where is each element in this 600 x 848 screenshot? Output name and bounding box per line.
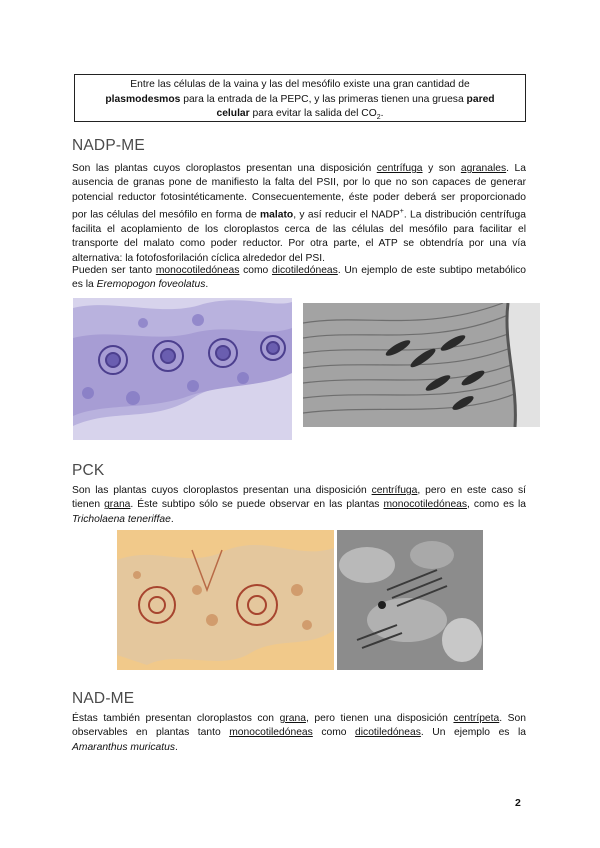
- note-bold-pared: pared: [466, 93, 495, 105]
- paragraph-pck: [72, 484, 526, 527]
- text: . Un ejemplo es la: [420, 727, 526, 739]
- text: Éstas también presentan cloroplastos con: [72, 713, 280, 724]
- text: Son las plantas cuyos cloroplastos presentan una disposición: [72, 485, 372, 496]
- text: . Un ejemplo de este subtipo metabólico es la: [72, 265, 526, 291]
- term-malato: malato: [260, 209, 294, 221]
- text: y son: [422, 163, 461, 174]
- superscript-plus: +: [399, 208, 404, 216]
- text: , pero en este caso sí tienen: [72, 485, 526, 511]
- note-text: para evitar la salida del CO: [249, 108, 377, 119]
- note-box: [74, 74, 526, 122]
- heading-pck: PCK: [72, 462, 105, 479]
- note-text: .: [380, 108, 384, 119]
- term-monocotiledoneas: monocotiledóneas: [155, 265, 240, 276]
- text: .: [170, 513, 174, 525]
- note-text: Entre las células de la vaina y las del mesófilo existe una gran cantidad de: [130, 79, 470, 90]
- paragraph-nadp-me-example: [72, 264, 526, 293]
- term-grana: grana: [279, 713, 306, 724]
- text: . Éste subtipo sólo se puede observar en las plantas: [130, 499, 384, 511]
- text: . Son observables en plantas tanto: [72, 713, 527, 739]
- micrograph-nadp-light: [73, 298, 292, 440]
- note-text: para la entrada de la PEPC, y las primeras tienen una gruesa: [180, 93, 467, 105]
- term-centrifuga: centrífuga: [371, 485, 418, 496]
- term-dicotiledoneas: dicotiledóneas: [355, 727, 421, 739]
- paragraph-nadp-me: [72, 162, 526, 266]
- text: , como es la: [467, 499, 527, 511]
- term-monocotiledoneas: monocotiledóneas: [383, 499, 468, 511]
- note-bold-celular: celular: [216, 108, 250, 119]
- heading-nad-me: NAD-ME: [72, 690, 135, 707]
- micrograph-pck-tem: [337, 530, 483, 670]
- text: como: [312, 727, 356, 739]
- term-centripeta: centrípeta: [453, 713, 500, 724]
- species-eremopogon: Eremopogon foveolatus: [96, 279, 206, 291]
- term-centrifuga: centrífuga: [376, 163, 423, 174]
- paragraph-nad-me: [72, 712, 526, 755]
- text: . La distribución centrífuga facilita el acoplamiento de los cloroplastos cerca de las células del mesófilo para facilitar el transporte del malato como poder reductor. Por otra parte, el ATP se obtendría por una vía alternativa: la fotofosforilación cíclica alrededor del PSI.: [72, 209, 526, 264]
- text: como: [239, 265, 272, 276]
- term-agranales: agranales: [460, 163, 507, 174]
- text: , pero tienen una disposición: [305, 713, 454, 724]
- text: Son las plantas cuyos cloroplastos presentan una disposición: [72, 163, 377, 174]
- species-amaranthus: Amaranthus muricatus: [72, 741, 176, 753]
- page-number: 2: [515, 797, 521, 809]
- text: , y así reducir el NADP: [293, 209, 400, 221]
- text: . La ausencia de granas pone de manifiesto la falta del PSII, por lo que no son capaces de generar potencial reductor fotosintéticamente. Consecuentemente, éste poder deberá ser proporcionado por las células del mesófilo en forma de: [72, 163, 526, 221]
- species-tricholaena: Tricholaena teneriffae: [72, 513, 171, 525]
- text: Pueden ser tanto: [72, 265, 156, 276]
- term-monocotiledoneas: monocotiledóneas: [229, 727, 313, 739]
- micrograph-pck-light: [117, 530, 334, 670]
- co2-subscript: 2: [376, 114, 381, 122]
- heading-nadp-me: NADP-ME: [72, 137, 145, 154]
- note-bold-plasmodesmos: plasmodesmos: [105, 93, 181, 105]
- micrograph-nadp-tem: [303, 303, 540, 427]
- term-dicotiledoneas: dicotiledóneas: [271, 265, 338, 276]
- term-grana: grana: [104, 499, 131, 511]
- text: .: [175, 741, 178, 753]
- text: .: [205, 279, 209, 291]
